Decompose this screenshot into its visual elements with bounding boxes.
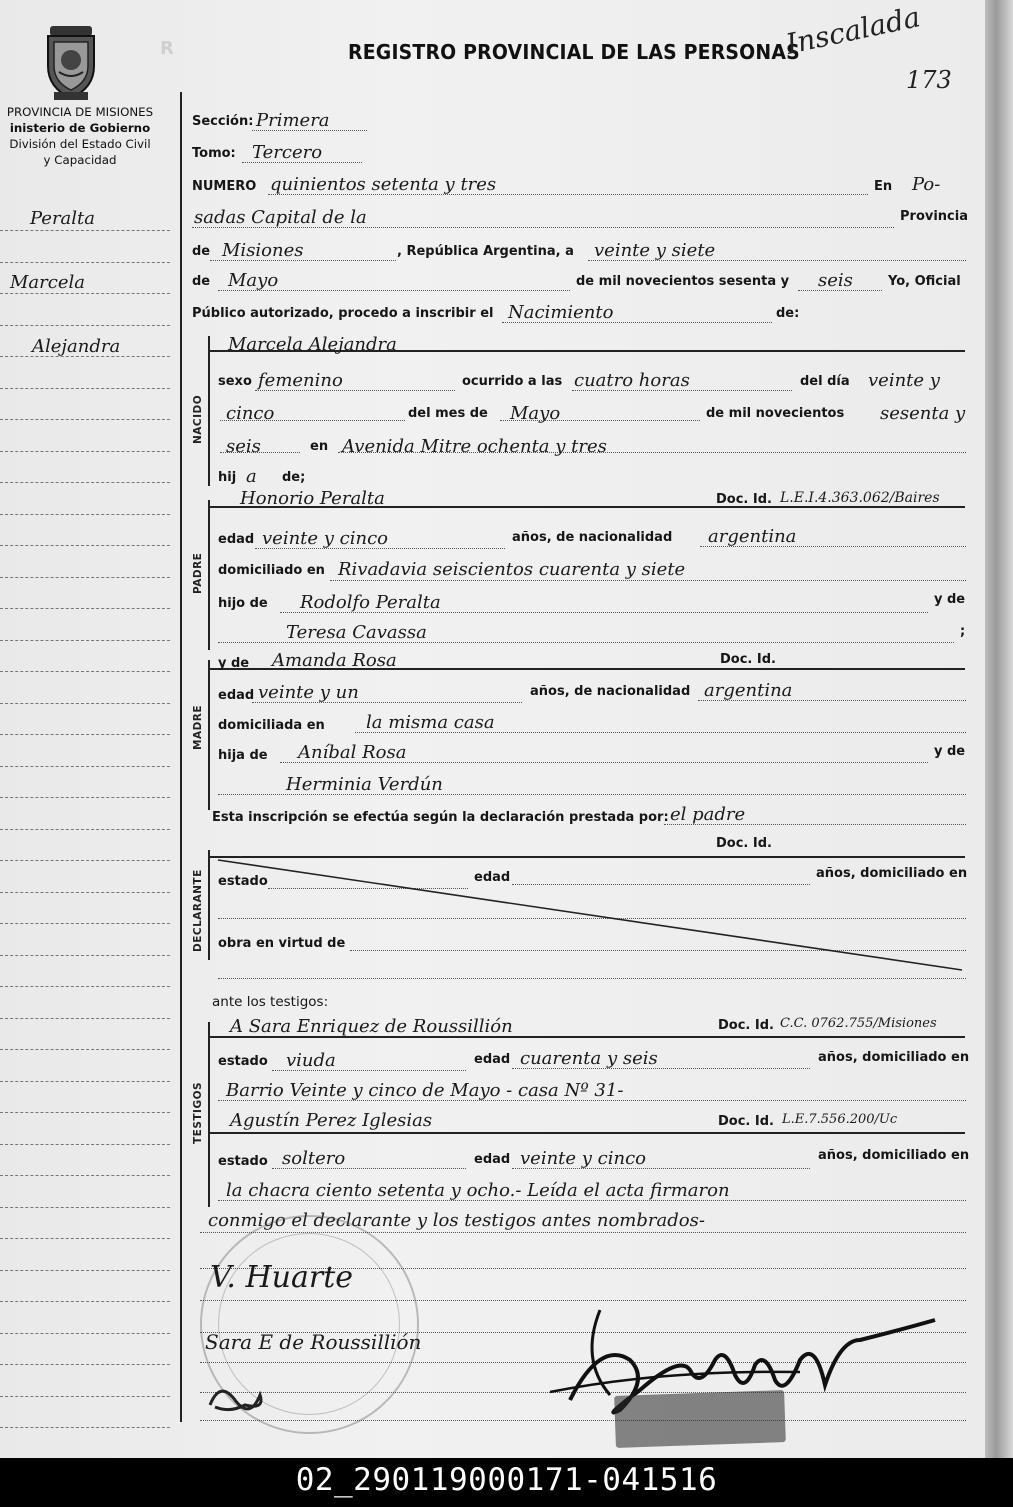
provincial-crest-icon — [40, 22, 102, 102]
de-colon-label: de: — [776, 306, 800, 321]
en-label: En — [874, 179, 893, 194]
madre-padre-value: Aníbal Rosa — [298, 742, 407, 763]
margin-name-1: Marcela — [10, 272, 85, 293]
provincia-label: Provincia — [900, 209, 968, 224]
margin-rule-line — [0, 451, 170, 452]
margin-rule-line — [0, 1270, 170, 1271]
declarante-edad-label: edad — [474, 870, 511, 885]
margin-rule-line — [0, 514, 170, 515]
hij-label: hij — [218, 470, 237, 485]
declarante-cancel-stroke — [210, 858, 970, 974]
margin-rule-line — [0, 388, 170, 389]
del-dia-label: del día — [800, 374, 850, 389]
padre-nac-label: años, de nacionalidad — [512, 530, 673, 545]
margin-rule-line — [0, 1207, 170, 1208]
padre-yde-label: y de — [934, 592, 966, 607]
margin-rule-line — [0, 671, 170, 672]
sexo-value: femenino — [258, 370, 343, 391]
margin-rule-line — [0, 577, 170, 578]
padre-nac-value: argentina — [708, 526, 797, 547]
madre-edad-value: veinte y un — [258, 682, 359, 703]
margin-rule-line — [0, 860, 170, 861]
madre-bar — [208, 660, 210, 810]
madre-section-label: MADRE — [192, 704, 204, 750]
margin-rule-line — [0, 986, 170, 987]
margin-rule-line — [0, 1112, 170, 1113]
t2-nombre: Agustín Perez Iglesias — [230, 1110, 433, 1131]
lugar-value: Avenida Mitre ochenta y tres — [342, 436, 607, 457]
signature-2: Sara E de Roussillión — [205, 1330, 422, 1354]
seccion-value: Primera — [256, 110, 330, 131]
margin-rule-line — [0, 1427, 170, 1428]
agency-block — [0, 104, 160, 168]
tomo-value: Tercero — [252, 142, 323, 163]
margin-divider — [180, 92, 182, 1422]
nacido-nombre: Marcela Alejandra — [228, 334, 397, 355]
madre-madre-value: Herminia Verdún — [286, 774, 443, 795]
t1-estado-label: estado — [218, 1054, 268, 1069]
madre-yde2-label: y de — [934, 744, 966, 759]
agency-capacity: y Capacidad — [43, 153, 117, 167]
t2-edad-value: veinte y cinco — [520, 1148, 647, 1169]
dia2-value: cinco — [226, 403, 275, 424]
de-semi-label: de; — [282, 470, 306, 485]
provincia-value: Misiones — [222, 240, 304, 261]
madre-edad-label: edad — [218, 688, 255, 703]
anio-value: seis — [818, 270, 853, 291]
t1-edad-label: edad — [474, 1052, 511, 1067]
cierre-text: conmigo el declarante y los testigos antes nombrados- — [208, 1210, 705, 1231]
padre-semicolon: ; — [960, 624, 966, 639]
margin-rule-line — [0, 1301, 170, 1302]
margin-rule-line — [0, 1333, 170, 1334]
padre-doc-label: Doc. Id. — [716, 492, 772, 507]
margin-rule-line — [0, 640, 170, 641]
officer-seal — [614, 1390, 786, 1448]
padre-section-label: PADRE — [192, 552, 204, 594]
de-label-2: de — [192, 274, 211, 289]
padre-nombre: Honorio Peralta — [240, 488, 385, 509]
margin-rule-line — [0, 325, 170, 326]
madre-yde-label: y de — [218, 656, 250, 671]
testigos-ante-label: ante los testigos: — [212, 994, 329, 1010]
margin-rule-line — [0, 1144, 170, 1145]
mes-label-nac: del mes de — [408, 406, 488, 421]
yo-label: Yo, Oficial — [888, 274, 961, 289]
margin-rule-line — [0, 703, 170, 704]
hora-value: cuatro horas — [574, 370, 690, 391]
margin-rule-line — [0, 608, 170, 609]
padre-dom-value: Rivadavia seiscientos cuarenta y siete — [338, 559, 686, 580]
margin-surname: Peralta — [30, 208, 96, 229]
numero-value: quinientos setenta y tres — [270, 174, 497, 195]
tomo-label: Tomo: — [192, 146, 236, 161]
margin-rule-line — [0, 1049, 170, 1050]
t1-domicilio: Barrio Veinte y cinco de Mayo - casa Nº 31- — [226, 1080, 624, 1101]
padre-bar — [208, 500, 210, 650]
agency-ministry: inisterio de Gobierno — [9, 121, 151, 135]
margin-rule-line — [0, 829, 170, 830]
publico-label: Público autorizado, procedo a inscribir el — [192, 306, 494, 321]
margin-name-2: Alejandra — [32, 336, 121, 357]
agency-division: División del Estado Civil — [9, 137, 151, 151]
signature-1: V. Huarte — [210, 1260, 354, 1295]
declaracion-value: el padre — [670, 804, 746, 825]
padre-dom-label: domiciliado en — [218, 563, 325, 578]
de-label: de — [192, 244, 211, 259]
hij-value: a — [246, 466, 257, 487]
margin-rule-line — [0, 1081, 170, 1082]
padre-madre-value: Teresa Cavassa — [286, 622, 427, 643]
signature-3-scribble — [205, 1375, 275, 1415]
anio2-value-nac: seis — [226, 436, 261, 457]
margin-rule-line — [0, 892, 170, 893]
margin-rule-line — [0, 1175, 170, 1176]
margin-rule-line — [0, 1238, 170, 1239]
dia-value-nac: veinte y — [868, 370, 940, 391]
mes-value: Mayo — [228, 270, 279, 291]
dia-value: veinte y siete — [594, 240, 716, 261]
t2-doc-value: L.E.7.556.200/Uc — [782, 1112, 898, 1127]
padre-edad-value: veinte y cinco — [262, 528, 389, 549]
sexo-label: sexo — [218, 374, 252, 389]
mil-label-nac: de mil novecientos — [706, 406, 845, 421]
t2-doc-label: Doc. Id. — [718, 1114, 774, 1129]
tipo-value: Nacimiento — [508, 302, 614, 323]
t2-anios-label: años, domiciliado en — [818, 1148, 970, 1163]
margin-rule-line — [0, 797, 170, 798]
numero-label: NUMERO — [192, 179, 257, 194]
ghost-bleedthrough: R — [160, 38, 174, 59]
en-label-nac: en — [310, 439, 329, 454]
declarante-section-label: DECLARANTE — [192, 869, 204, 952]
seccion-label: Sección: — [192, 114, 254, 129]
mil-label: de mil novecientos sesenta y — [576, 274, 790, 289]
madre-nombre: Amanda Rosa — [272, 650, 397, 671]
madre-nac-label: años, de nacionalidad — [530, 684, 691, 699]
anio-value-nac: sesenta y — [880, 403, 966, 424]
t2-estado-value: soltero — [282, 1148, 346, 1169]
margin-rule-line — [0, 293, 170, 294]
madre-hija-label: hija de — [218, 748, 268, 763]
margin-rule-line — [0, 1018, 170, 1019]
t2-rule — [210, 1132, 965, 1134]
t1-nombre: A Sara Enriquez de Roussillión — [230, 1016, 513, 1037]
corner-annotation: Inscalada — [783, 0, 924, 61]
margin-rule-line — [0, 419, 170, 420]
testigos-bar — [208, 1022, 210, 1207]
declarante-estado-label: estado — [218, 874, 268, 889]
madre-dom-label: domiciliada en — [218, 718, 325, 733]
t2-estado-label: estado — [218, 1154, 268, 1169]
padre-padre-value: Rodolfo Peralta — [300, 592, 441, 613]
margin-rule-line — [0, 923, 170, 924]
declarante-obra-label: obra en virtud de — [218, 936, 346, 951]
t1-estado-value: viuda — [286, 1050, 336, 1071]
t2-edad-label: edad — [474, 1152, 511, 1167]
t1-doc-value: C.C. 0762.755/Misiones — [780, 1016, 937, 1031]
margin-rule-line — [0, 766, 170, 767]
mes-value-nac: Mayo — [510, 403, 561, 424]
margin-rule-line — [0, 734, 170, 735]
margin-rule-line — [0, 230, 170, 231]
t1-anios-label: años, domiciliado en — [818, 1050, 970, 1065]
declarante-anios-label: años, domiciliado en — [816, 866, 968, 881]
margin-rule-line — [0, 482, 170, 483]
page-title: REGISTRO PROVINCIAL DE LAS PERSONAS — [348, 40, 800, 64]
republica-label: , República Argentina, a — [397, 244, 574, 259]
place-line: sadas Capital de la — [194, 207, 367, 228]
declarante-doc-label: Doc. Id. — [716, 836, 772, 851]
nacido-section-label: NACIDO — [192, 394, 204, 444]
padre-edad-label: edad — [218, 532, 255, 547]
page-edge — [985, 0, 1013, 1458]
agency-province: PROVINCIA DE MISIONES — [6, 105, 154, 119]
declaracion-label: Esta inscripción se efectúa según la declaración prestada por: — [212, 810, 669, 825]
t1-edad-value: cuarenta y seis — [520, 1048, 658, 1069]
madre-dom-value: la misma casa — [366, 712, 495, 733]
padre-doc-value: L.E.I.4.363.062/Baires — [780, 490, 940, 506]
margin-rule-line — [0, 955, 170, 956]
madre-nac-value: argentina — [704, 680, 793, 701]
nacido-bar — [208, 336, 210, 486]
image-caption: 02_290119000171-041516 — [295, 1462, 718, 1498]
margin-rule-line — [0, 1396, 170, 1397]
margin-rule-line — [0, 545, 170, 546]
ocurrido-label: ocurrido a las — [462, 374, 563, 389]
padre-hijo-label: hijo de — [218, 596, 268, 611]
margin-rule-line — [0, 1364, 170, 1365]
madre-doc-label: Doc. Id. — [720, 652, 776, 667]
t2-domicilio: la chacra ciento setenta y ocho.- Leída el acta firmaron — [226, 1180, 730, 1201]
en-value: Po- — [912, 174, 941, 195]
folio-number: 173 — [906, 66, 952, 94]
t1-doc-label: Doc. Id. — [718, 1018, 774, 1033]
margin-rule-line — [0, 262, 170, 263]
testigos-section-label: TESTIGOS — [192, 1081, 204, 1144]
